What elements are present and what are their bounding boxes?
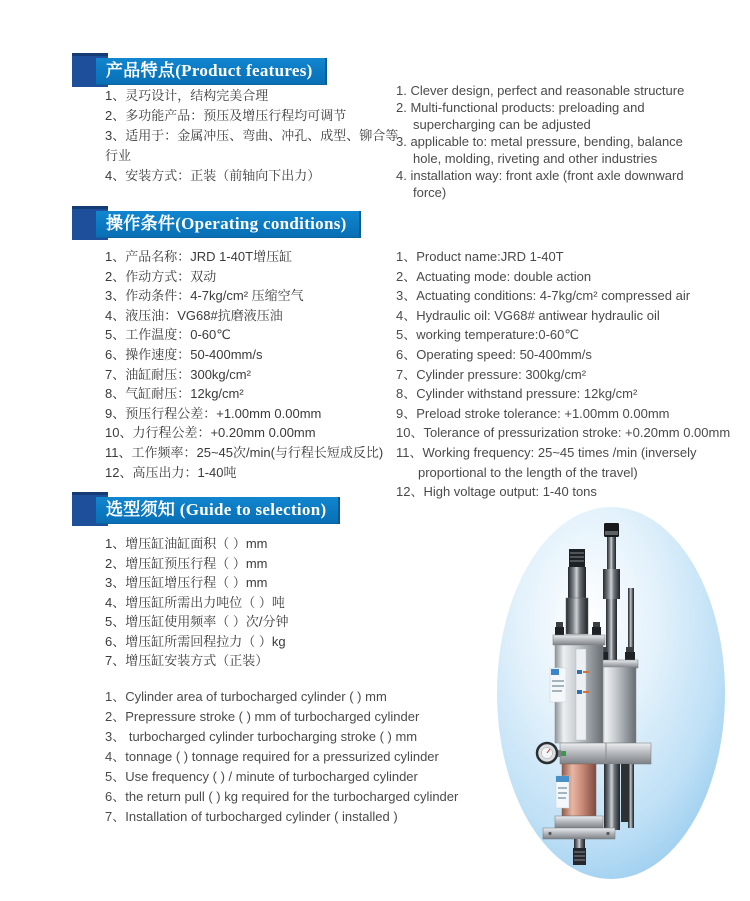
list-item: 4、液压油：VG68#抗磨液压油 [105, 307, 283, 323]
list-item: 4、增压缸所需出力吨位（ ）吨 [105, 594, 285, 610]
list-item: 5、working temperature:0-60℃ [396, 327, 579, 343]
operating-en-list [396, 247, 741, 502]
section-header-features: 产品特点(Product features) [96, 58, 327, 85]
list-item: 3. applicable to: metal pressure, bending, balance hole, molding, riveting and other industries [396, 134, 683, 166]
selection-cn-list [105, 534, 395, 671]
list-item: 2、Actuating mode: double action [396, 268, 592, 284]
list-item: 11、工作频率：25~45次/min(与行程长短成反比) [105, 444, 384, 460]
list-item: 2、增压缸预压行程（ ）mm [105, 555, 268, 571]
list-item: 6、操作速度：50-400mm/s [105, 346, 263, 362]
list-item: 3、Actuating conditions: 4-7kg/cm² compressed air [396, 288, 691, 304]
list-item: 9、预压行程公差：+1.00mm 0.00mm [105, 405, 322, 421]
list-item: 1、Product name:JRD 1-40T [396, 249, 564, 264]
list-item: 3、作动条件：4-7kg/cm² 压缩空气 [105, 288, 304, 304]
list-item: 7、增压缸安装方式（正装） [105, 653, 269, 668]
list-item: 12、High voltage output: 1-40 tons [396, 484, 597, 500]
list-item: 11、Working frequency: 25~45 times /min (inversely proportional to the length of the travel) [396, 444, 697, 480]
features-en-list [396, 82, 704, 201]
list-item: 6、Operating speed: 50-400mm/s [396, 346, 592, 362]
list-item: 2、Prepressure stroke ( ) mm of turbocharged cylinder [105, 709, 420, 724]
list-item: 2、多功能产品：预压及增压行程均可调节 [105, 108, 347, 123]
list-item: 5、Use frequency ( ) / minute of turbocharged cylinder [105, 769, 418, 784]
list-item: 8、Cylinder withstand pressure: 12kg/cm² [396, 386, 638, 402]
list-item: 3、适用于：金属冲压、弯曲、冲孔、成型、铆合等行业 [105, 128, 399, 163]
list-item: 4. installation way: front axle (front axle downward force) [396, 168, 684, 200]
list-item: 12、高压出力：1-40吨 [105, 464, 237, 480]
list-item: 2. Multi-functional products: preloading and supercharging can be adjusted [396, 100, 645, 132]
list-item: 3、增压缸增压行程（ ）mm [105, 575, 268, 590]
product-photo [470, 500, 750, 900]
list-item: 2、作动方式：双动 [105, 268, 217, 284]
list-item: 10、力行程公差：+0.20mm 0.00mm [105, 425, 316, 441]
list-item: 1、增压缸油缸面积（ ）mm [105, 536, 268, 551]
list-item: 4、安装方式：正装（前轴向下出力） [105, 168, 321, 183]
list-item: 7、Installation of turbocharged cylinder ( installed ) [105, 809, 398, 824]
list-item: 5、工作温度：0-60℃ [105, 327, 231, 343]
list-item: 1. Clever design, perfect and reasonable structure [396, 83, 685, 98]
list-item: 5、增压缸使用频率（ ）次/分钟 [105, 614, 289, 629]
list-item: 1、Cylinder area of turbocharged cylinder ( ) mm [105, 689, 387, 704]
list-item: 7、Cylinder pressure: 300kg/cm² [396, 366, 587, 382]
list-item: 4、tonnage ( ) tonnage required for a pressurized cylinder [105, 749, 439, 764]
list-item: 6、the return pull ( ) kg required for the turbocharged cylinder [105, 789, 459, 804]
list-item: 10、Tolerance of pressurization stroke: +0.20mm 0.00mm [396, 425, 731, 441]
list-item: 1、灵巧设计，结构完美合理 [105, 88, 269, 103]
list-item: 8、气缸耐压：12kg/cm² [105, 386, 244, 402]
list-item: 3、 turbocharged cylinder turbocharging stroke ( ) mm [105, 729, 418, 744]
features-cn-list [105, 86, 405, 186]
list-item: 4、Hydraulic oil: VG68# antiwear hydraulic oil [396, 307, 660, 323]
list-item: 7、油缸耐压：300kg/cm² [105, 366, 251, 382]
operating-cn-list [105, 247, 420, 482]
list-item: 9、Preload stroke tolerance: +1.00mm 0.00mm [396, 405, 670, 421]
section-header-operating: 操作条件(Operating conditions) [96, 211, 361, 238]
selection-en-list [105, 687, 505, 827]
list-item: 1、产品名称：JRD 1-40T增压缸 [105, 249, 293, 264]
section-header-selection: 选型须知 (Guide to selection) [96, 497, 340, 524]
list-item: 6、增压缸所需回程拉力（ ）kg [105, 633, 286, 649]
